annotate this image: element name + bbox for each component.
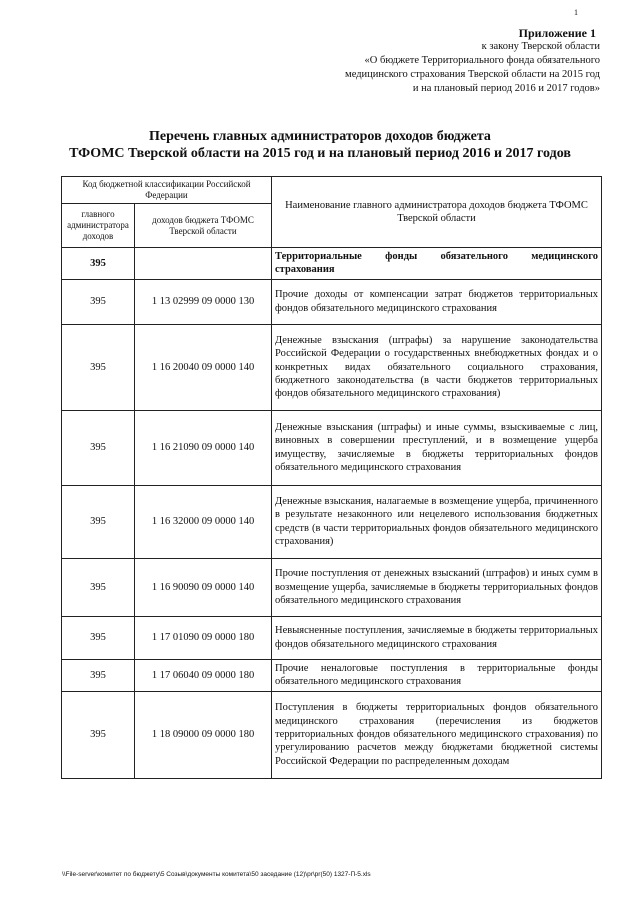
header-admin-code: главного администратора доходов [62, 204, 135, 248]
appendix-block [345, 26, 600, 96]
admin-code: 395 [62, 616, 135, 659]
admin-code: 395 [62, 659, 135, 691]
income-code: 1 16 21090 09 0000 140 [135, 410, 272, 485]
appendix-line: и на плановый период 2016 и 2017 годов» [412, 83, 600, 94]
header-name: Наименование главного администратора доходов бюджета ТФОМС Тверской области [272, 177, 602, 248]
admin-code: 395 [62, 248, 135, 280]
table-row [62, 616, 602, 659]
income-code: 1 17 01090 09 0000 180 [135, 616, 272, 659]
appendix-line: к закону Тверской области [481, 41, 600, 52]
income-name: Поступления в бюджеты территориальных фондов обязательного медицинского страхования (перечисления из бюджетов территориальных фондов обязательного медицинского страхования) по урегулированию расчетов между бюджетами бюджетной системы Российской Федерации по распределенным доходам [272, 691, 602, 778]
admin-code: 395 [62, 485, 135, 558]
admin-code: 395 [62, 558, 135, 616]
appendix-heading: Приложение 1 [518, 26, 596, 40]
table-row [62, 248, 602, 280]
income-code: 1 13 02999 09 0000 130 [135, 279, 272, 324]
income-name: Прочие поступления от денежных взысканий (штрафов) и иных сумм в возмещение ущерба, зачисляемые в бюджеты территориальных фондов обязательного медицинского страхования [272, 558, 602, 616]
title-line-1: Перечень главных администраторов доходов бюджета [149, 129, 491, 144]
appendix-line: «О бюджете Территориального фонда обязательного [364, 55, 600, 66]
table-row [62, 558, 602, 616]
header-kbk: Код бюджетной классификации Российской Федерации [62, 177, 272, 204]
title-line-2: ТФОМС Тверской области на 2015 год и на плановый период 2016 и 2017 годов [69, 146, 571, 161]
admin-code: 395 [62, 410, 135, 485]
income-code [135, 248, 272, 280]
income-name: Денежные взыскания (штрафы) за нарушение законодательства Российской Федерации о государственных внебюджетных фондах и о конкретных видах обязательного социального страхования, бюджетного законодательства (в части бюджетов территориальных фондов обязательного медицинского страхования) [272, 324, 602, 410]
income-name: Прочие доходы от компенсации затрат бюджетов территориальных фондов обязательного медицинского страхования [272, 279, 602, 324]
income-code: 1 16 20040 09 0000 140 [135, 324, 272, 410]
income-name: Невыясненные поступления, зачисляемые в бюджеты территориальных фондов обязательного медицинского страхования [272, 616, 602, 659]
income-name: Денежные взыскания (штрафы) и иные суммы, взыскиваемые с лиц, виновных в совершении преступлений, и в возмещение ущерба имуществу, зачисляемые в бюджеты территориальных фондов обязательного медицинского страхования [272, 410, 602, 485]
table-row [62, 659, 602, 691]
income-name: Денежные взыскания, налагаемые в возмещение ущерба, причиненного в результате незаконного или нецелевого использования бюджетных средств (в части территориальных фондов обязательного медицинского страхования) [272, 485, 602, 558]
income-name: Прочие неналоговые поступления в территориальные фонды обязательного медицинского страхования [272, 659, 602, 691]
income-name: Территориальные фонды обязательного медицинского страхования [272, 248, 602, 280]
document-title [40, 128, 600, 162]
admin-code: 395 [62, 324, 135, 410]
table-row [62, 485, 602, 558]
appendix-line: медицинского страхования Тверской области на 2015 год [345, 69, 600, 80]
income-code: 1 17 06040 09 0000 180 [135, 659, 272, 691]
file-path-footer: \\File-server\комитет по бюджету\5 Созыв\документы комитета\50 заседание (12)\pr\pr(50) 1327-П-5.xls [62, 871, 371, 878]
administrators-table [61, 176, 602, 779]
income-code: 1 18 09000 09 0000 180 [135, 691, 272, 778]
table-row [62, 324, 602, 410]
page-number: 1 [574, 8, 578, 17]
table-row [62, 279, 602, 324]
admin-code: 395 [62, 279, 135, 324]
admin-code: 395 [62, 691, 135, 778]
income-code: 1 16 32000 09 0000 140 [135, 485, 272, 558]
income-code: 1 16 90090 09 0000 140 [135, 558, 272, 616]
table-row [62, 691, 602, 778]
table-row [62, 410, 602, 485]
header-income-code: доходов бюджета ТФОМС Тверской области [135, 204, 272, 248]
